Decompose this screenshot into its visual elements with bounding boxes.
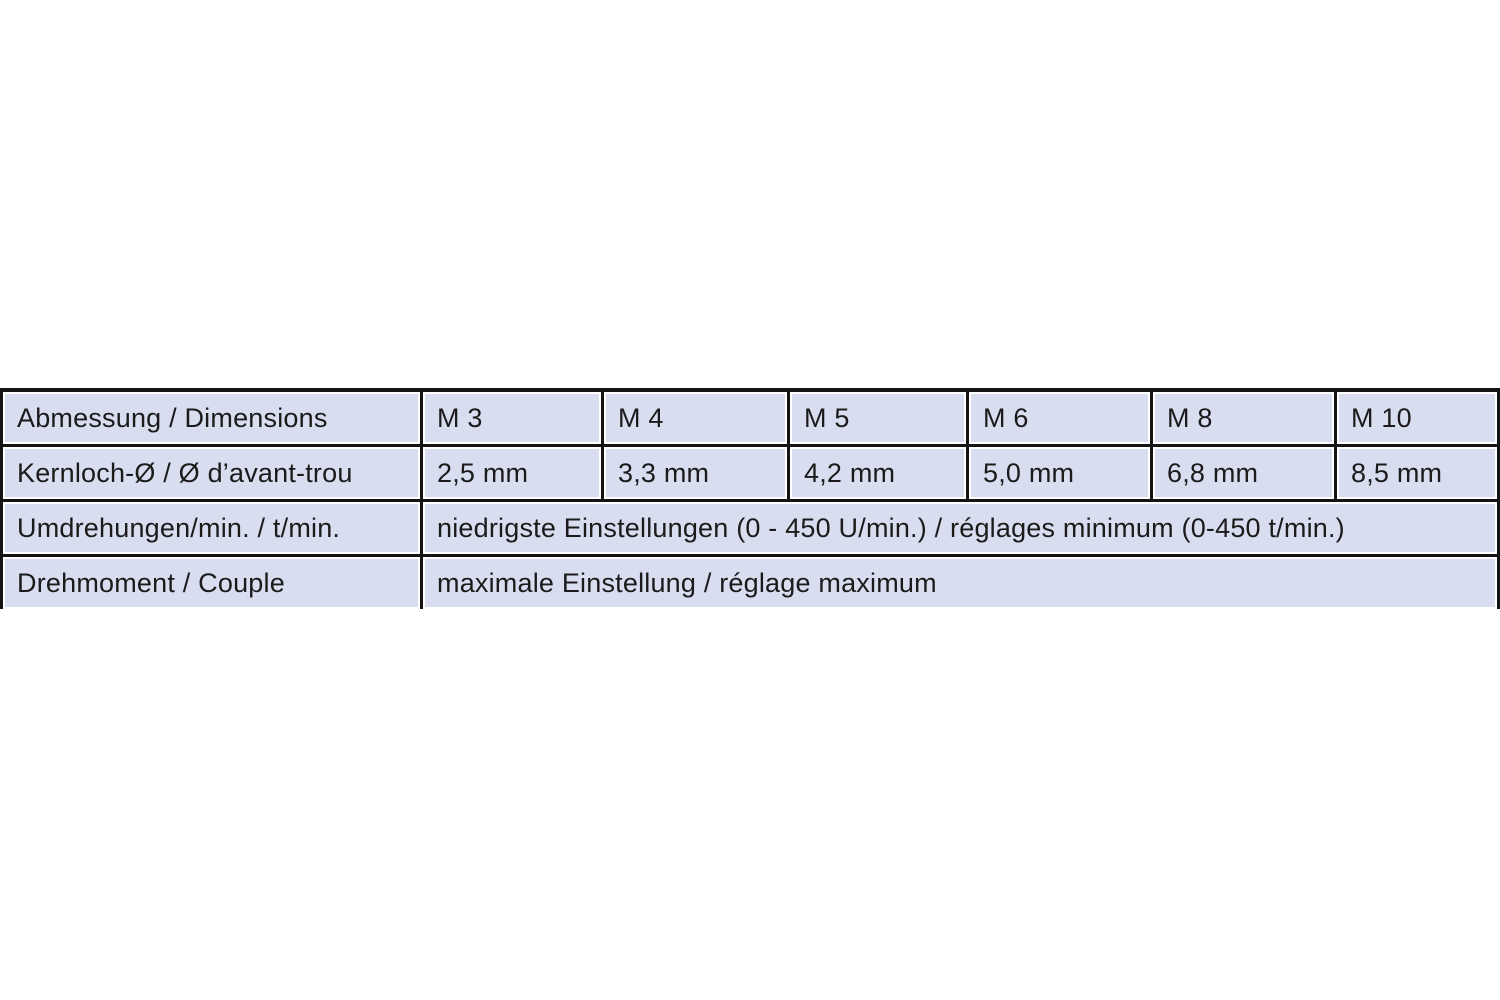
row-label-cell: Kernloch-Ø / Ø d’avant-trou — [2, 446, 422, 501]
value-cell-m8: 6,8 mm — [1152, 446, 1336, 501]
row-label-cell: Drehmoment / Couple — [2, 556, 422, 610]
value-cell-m6: M 6 — [968, 390, 1152, 446]
span-value-cell: niedrigste Einstellungen (0 - 450 U/min.) / réglages minimum (0-450 t/min.) — [422, 501, 1499, 556]
span-value-cell: maximale Einstellung / réglage maximum — [422, 556, 1499, 610]
table-row-core-hole — [2, 446, 1499, 501]
table-row-rpm — [2, 501, 1499, 556]
table-row-torque — [2, 556, 1499, 610]
value-cell-m5: M 5 — [789, 390, 968, 446]
row-label-cell: Umdrehungen/min. / t/min. — [2, 501, 422, 556]
spec-table — [0, 388, 1500, 609]
value-cell-m5: 4,2 mm — [789, 446, 968, 501]
table-row-dimensions — [2, 390, 1499, 446]
value-cell-m10: M 10 — [1336, 390, 1499, 446]
value-cell-m6: 5,0 mm — [968, 446, 1152, 501]
row-label-cell: Abmessung / Dimensions — [2, 390, 422, 446]
value-cell-m8: M 8 — [1152, 390, 1336, 446]
value-cell-m3: M 3 — [422, 390, 603, 446]
value-cell-m10: 8,5 mm — [1336, 446, 1499, 501]
value-cell-m4: 3,3 mm — [603, 446, 789, 501]
value-cell-m3: 2,5 mm — [422, 446, 603, 501]
value-cell-m4: M 4 — [603, 390, 789, 446]
